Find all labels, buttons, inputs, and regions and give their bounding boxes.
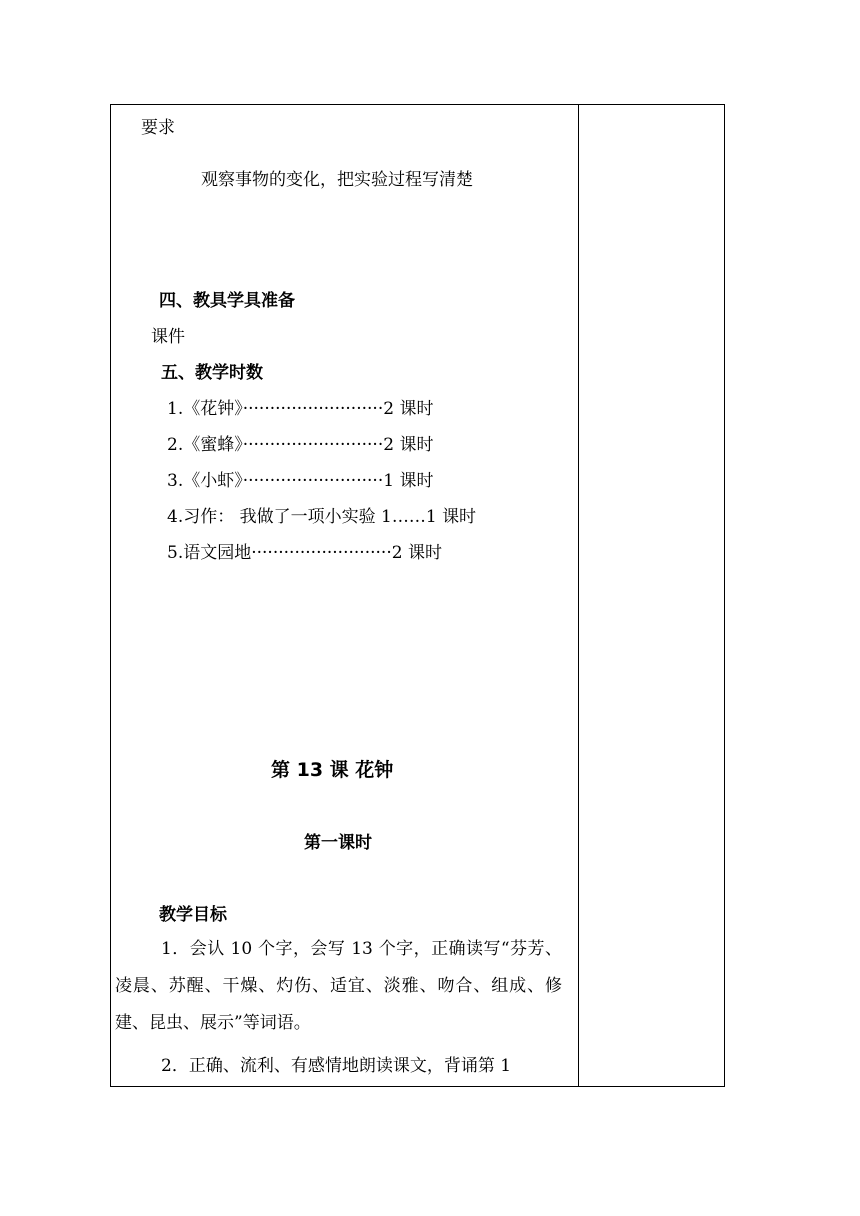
section4-heading: 四、教具学具准备 [159, 291, 295, 311]
section5-heading: 五、教学时数 [161, 363, 263, 383]
objectives-list [111, 931, 578, 1085]
lesson-period: 第一课时 [304, 833, 372, 853]
schedule-item: 5.语文园地··························2 课时 [167, 543, 442, 563]
lesson-plan-table [110, 104, 725, 1087]
schedule-item: 4.习作： 我做了一项小实验 1……1 课时 [167, 507, 477, 527]
schedule-item: 2.《蜜蜂》··························2 课时 [167, 435, 434, 455]
requirement-text: 观察事物的变化，把实验过程写清楚 [201, 170, 473, 190]
objectives-heading: 教学目标 [159, 905, 227, 925]
schedule-item: 1.《花钟》··························2 课时 [167, 399, 434, 419]
schedule-item: 3.《小虾》··························1 课时 [167, 471, 434, 491]
section4-content: 课件 [151, 327, 185, 347]
lesson-title: 第 13 课 花钟 [271, 759, 394, 781]
objective-item: 2．正确、流利、有感情地朗读课文，背诵第 1 [161, 1056, 512, 1076]
requirement-label: 要求 [141, 118, 175, 138]
column-divider [578, 105, 579, 1086]
objective-item: 1．会认 10 个字，会写 13 个字，正确读写“芬芳、凌晨、苏醒、干燥、灼伤、适宜、淡雅、吻合、组成、修建、昆虫、展示”等词语。 [115, 939, 562, 1033]
